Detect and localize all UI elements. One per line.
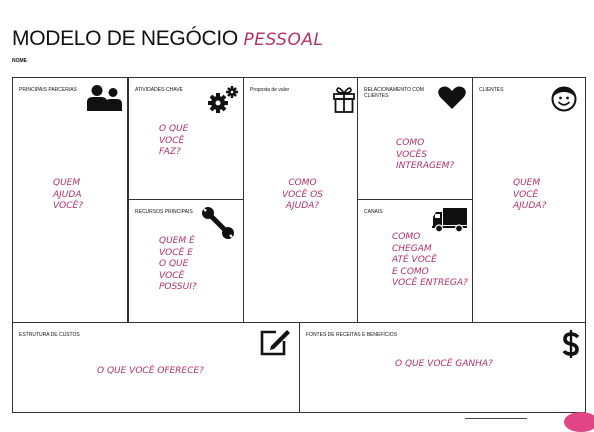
recursos-label: RECURSOS PRINCIPAIS <box>135 209 193 215</box>
cell-custos[interactable] <box>12 322 300 413</box>
parcerias-label: PRINCIPAIS PARCERIAS <box>19 87 77 93</box>
cell-relacionamento[interactable] <box>357 77 473 200</box>
recursos-question: QUEM É VOCÊ E O QUE VOCÊ POSSUI? <box>159 236 197 292</box>
custos-question: O QUE VOCÊ OFERECE? <box>97 366 204 376</box>
relacionamento-label: RELACIONAMENTO COM CLIENTES <box>364 87 424 99</box>
cell-canais[interactable] <box>357 199 473 323</box>
clientes-question: QUEM VOCÊ AJUDA? <box>513 178 547 211</box>
proposta-question: COMO VOCÊ OS AJUDA? <box>282 178 323 211</box>
heart-icon <box>438 86 466 110</box>
divider-line <box>465 418 527 419</box>
gift-icon <box>333 85 355 113</box>
name-label: NOME <box>12 58 27 64</box>
cell-atividades[interactable] <box>128 77 244 200</box>
receitas-question: O QUE VOCÊ GANHA? <box>395 359 493 369</box>
truck-icon <box>432 207 468 233</box>
page-title: MODELO DE NEGÓCIO PESSOAL <box>12 27 324 50</box>
clientes-label: CLIENTES <box>479 87 504 93</box>
people-icon <box>87 84 123 112</box>
cell-receitas[interactable] <box>299 322 586 413</box>
custos-label: ESTRUTURA DE CUSTOS <box>19 332 80 338</box>
page-title-accent: PESSOAL <box>243 30 324 50</box>
cell-recursos[interactable] <box>128 199 244 323</box>
atividades-label: ATIVIDADES-CHAVE <box>135 87 183 93</box>
business-model-canvas <box>12 77 586 413</box>
cell-clientes[interactable] <box>472 77 586 323</box>
parcerias-question: QUEM AJUDA VOCÊ? <box>53 178 83 211</box>
smiley-icon <box>551 86 577 112</box>
canais-label: CANAIS <box>364 209 383 215</box>
relacionamento-question: COMO VOCÊS INTERAGEM? <box>396 138 455 171</box>
atividades-question: O QUE VOCÊ FAZ? <box>159 124 189 157</box>
receitas-label: FONTES DE RECEITAS E BENEFÍCIOS <box>306 332 398 338</box>
canais-question: COMO CHEGAM ATÉ VOCÊ E COMO VOCÊ ENTREGA? <box>392 232 468 288</box>
proposta-label: Proposta de valor <box>250 87 290 93</box>
cell-parcerias[interactable] <box>12 77 128 323</box>
cell-proposta[interactable] <box>243 77 358 323</box>
gears-icon <box>205 85 241 117</box>
pencil-icon <box>259 328 291 356</box>
wrench-icon <box>201 206 235 240</box>
pink-decoration <box>564 412 594 432</box>
dollar-icon <box>562 329 580 359</box>
